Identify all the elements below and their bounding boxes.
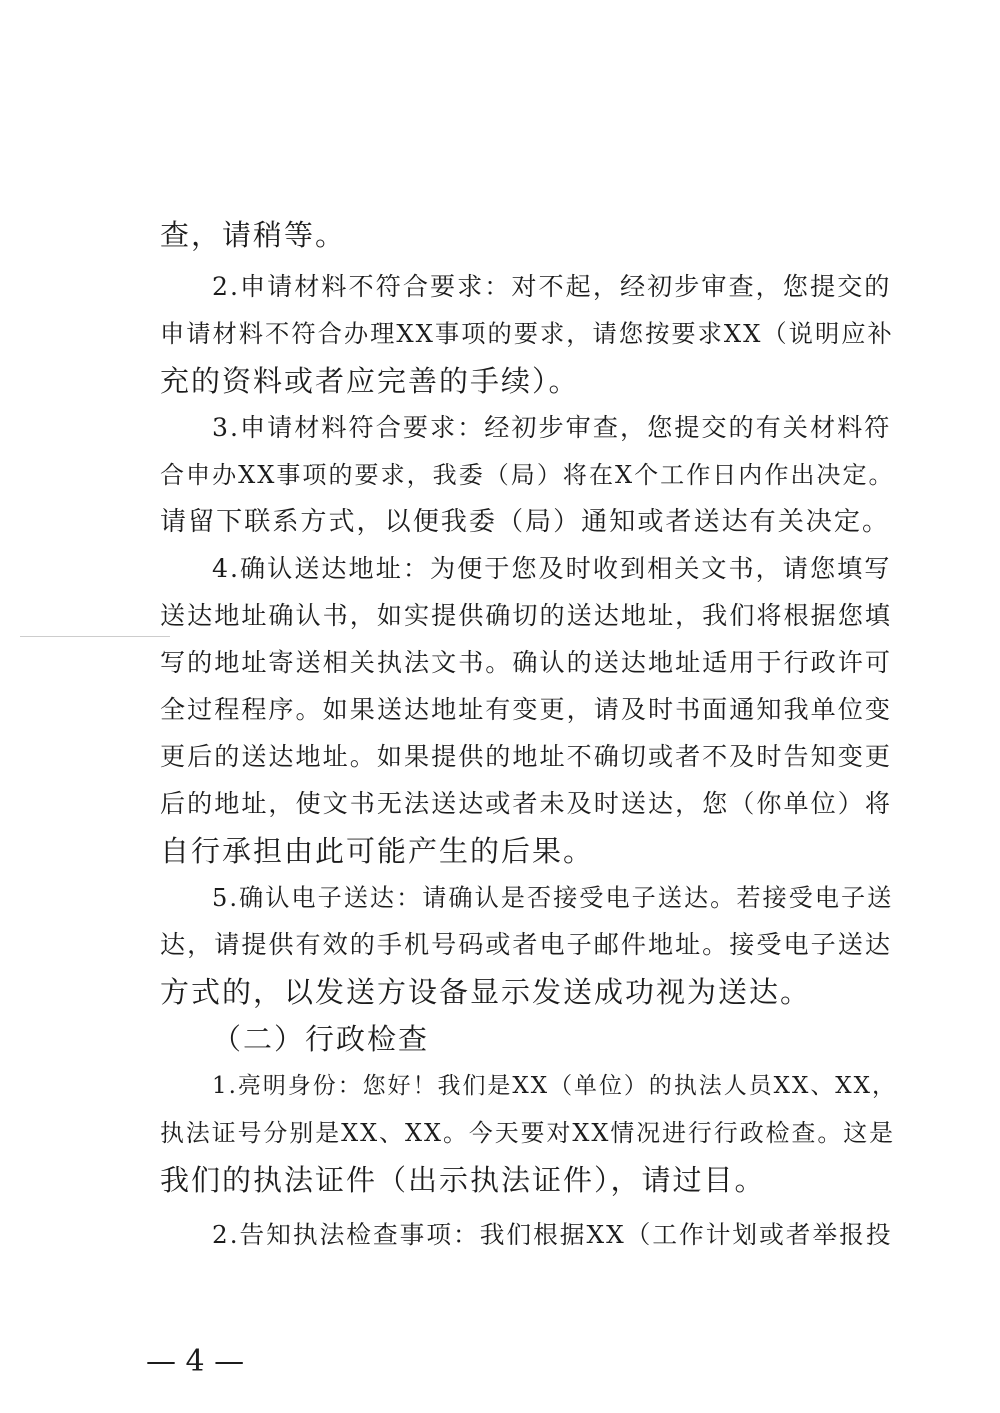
text-line: 5.确认电子送达：请确认是否接受电子送达。若接受电子送 [212, 884, 894, 912]
page-number: — 4 — [146, 1344, 245, 1379]
text-line: 1.亮明身份：您好！我们是XX（单位）的执法人员XX、XX， [212, 1073, 897, 1099]
text-line: 4.确认送达地址：为便于您及时收到相关文书，请您填写 [212, 554, 892, 583]
text-line: 查，请稍等。 [160, 218, 347, 252]
text-line: 2.告知执法检查事项：我们根据XX（工作计划或者举报投 [212, 1220, 893, 1249]
scan-artifact-line [20, 636, 170, 637]
section-heading: （二）行政检查 [212, 1022, 430, 1056]
text-line: 自行承担由此可能产生的后果。 [160, 834, 595, 868]
text-line: 我们的执法证件（出示执法证件），请过目。 [160, 1163, 766, 1197]
text-line: 后的地址，使文书无法送达或者未及时送达，您（你单位）将 [160, 789, 892, 818]
text-line: 请留下联系方式，以便我委（局）通知或者送达有关决定。 [160, 507, 891, 537]
text-line: 达，请提供有效的手机号码或者电子邮件地址。接受电子送达 [160, 930, 892, 959]
text-line: 更后的送达地址。如果提供的地址不确切或者不及时告知变更 [160, 742, 892, 771]
text-line: 合申办XX事项的要求，我委（局）将在X个工作日内作出决定。 [160, 461, 895, 489]
text-line: 全过程程序。如果送达地址有变更，请及时书面通知我单位变 [160, 695, 892, 724]
text-line: 3.申请材料符合要求：经初步审查，您提交的有关材料符 [212, 413, 892, 442]
text-line: 方式的，以发送方设备显示发送成功视为送达。 [160, 975, 812, 1009]
text-line: 执法证号分别是XX、XX。今天要对XX情况进行行政检查。这是 [160, 1119, 895, 1147]
text-line: 2.申请材料不符合要求：对不起，经初步审查，您提交的 [212, 272, 892, 301]
text-line: 写的地址寄送相关执法文书。确认的送达地址适用于行政许可 [160, 648, 892, 677]
text-line: 申请材料不符合办理XX事项的要求，请您按要求XX（说明应补 [160, 319, 894, 348]
text-line: 送达地址确认书，如实提供确切的送达地址，我们将根据您填 [160, 601, 892, 630]
text-line: 充的资料或者应完善的手续）。 [160, 364, 580, 398]
